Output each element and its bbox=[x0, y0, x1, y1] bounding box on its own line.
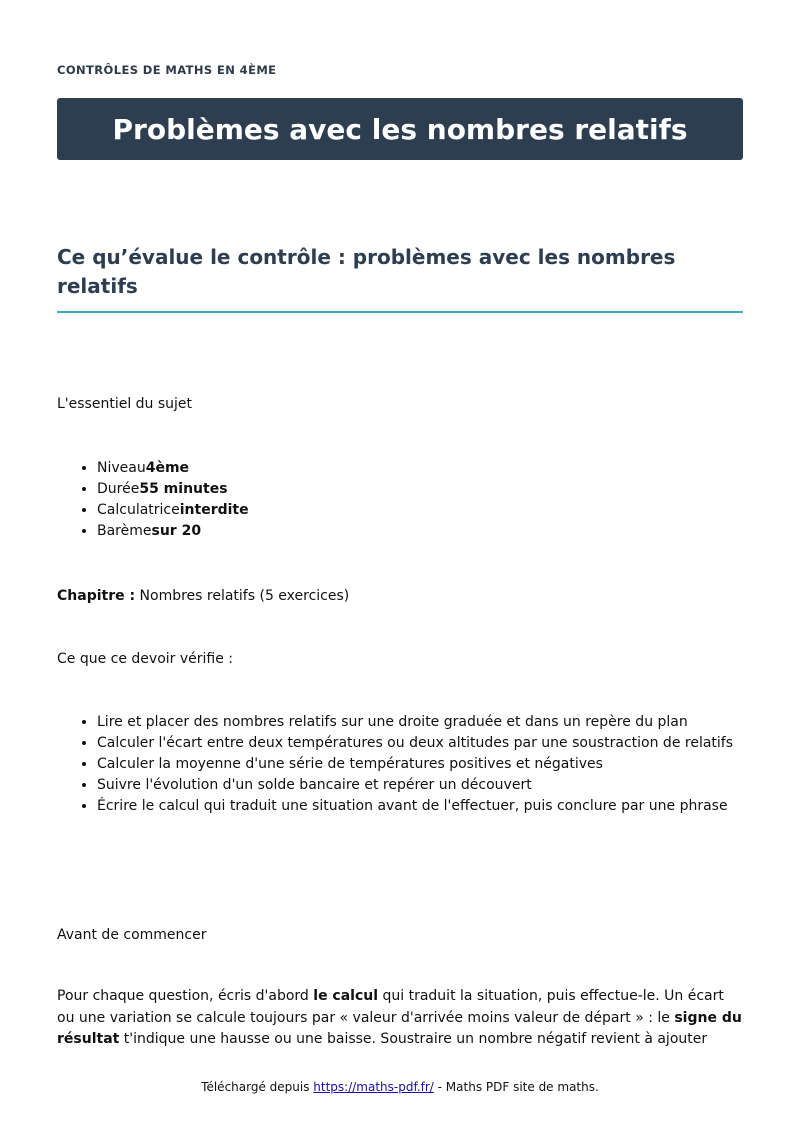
footer-link[interactable]: https://maths-pdf.fr/ bbox=[313, 1080, 434, 1094]
footer bbox=[0, 1080, 800, 1094]
checks-heading: Ce que ce devoir vérifie : bbox=[57, 651, 234, 667]
list-item: • Calculer l'écart entre deux températures ou deux altitudes par une soustraction de relatifs bbox=[97, 733, 743, 754]
item-label: Calculatrice bbox=[97, 502, 180, 518]
checks-list bbox=[57, 712, 743, 817]
chapter-text: Nombres relatifs (5 exercices) bbox=[135, 588, 350, 604]
before-heading: Avant de commencer bbox=[57, 927, 207, 943]
essentials-list bbox=[57, 458, 743, 542]
checks-list-wrap bbox=[57, 712, 743, 817]
list-item bbox=[97, 500, 743, 521]
list-item bbox=[97, 521, 743, 542]
page-title: Problèmes avec les nombres relatifs bbox=[112, 112, 688, 146]
list-item bbox=[97, 458, 743, 479]
series-label: CONTRÔLES DE MATHS EN 4ÈME bbox=[57, 63, 277, 77]
essentials-heading: L'essentiel du sujet bbox=[57, 396, 193, 412]
item-value: interdite bbox=[179, 502, 249, 518]
text-run: Pour chaque question, écris d'abord bbox=[57, 988, 314, 1004]
text-run: qui traduit la situation, puis effectue-le. Un écart ou une variation se calcule toujours par « valeur d'arrivée moins valeur de départ » : le bbox=[57, 988, 724, 1026]
text-run: t'indique une hausse ou une baisse. Soustraire un nombre négatif revient à ajouter bbox=[119, 1031, 708, 1047]
essentials-list-wrap bbox=[57, 458, 743, 542]
item-label: Barème bbox=[97, 523, 152, 539]
item-label: Niveau bbox=[97, 460, 146, 476]
chapter-line bbox=[57, 586, 743, 607]
chapter-label: Chapitre : bbox=[57, 588, 136, 604]
list-item: • Écrire le calcul qui traduit une situation avant de l'effectuer, puis conclure par une phrase bbox=[97, 796, 743, 817]
section-title: Ce qu’évalue le contrôle : problèmes avec les nombres relatifs bbox=[57, 243, 743, 313]
list-item: • Lire et placer des nombres relatifs sur une droite graduée et dans un repère du plan bbox=[97, 712, 743, 733]
item-value: sur 20 bbox=[151, 523, 202, 539]
list-item: • Calculer la moyenne d'une série de températures positives et négatives bbox=[97, 754, 743, 775]
bold-run: signe du résultat bbox=[57, 1009, 742, 1047]
footer-prefix: Téléchargé depuis bbox=[201, 1080, 314, 1094]
item-label: Durée bbox=[97, 481, 140, 497]
title-banner bbox=[57, 98, 743, 160]
before-paragraph bbox=[57, 986, 743, 1051]
list-item bbox=[97, 479, 743, 500]
footer-suffix: - Maths PDF site de maths. bbox=[433, 1080, 599, 1094]
list-item: • Suivre l'évolution d'un solde bancaire et repérer un découvert bbox=[97, 775, 743, 796]
item-value: 55 minutes bbox=[139, 481, 228, 497]
bold-run: le calcul bbox=[313, 988, 379, 1004]
item-value: 4ème bbox=[145, 460, 190, 476]
